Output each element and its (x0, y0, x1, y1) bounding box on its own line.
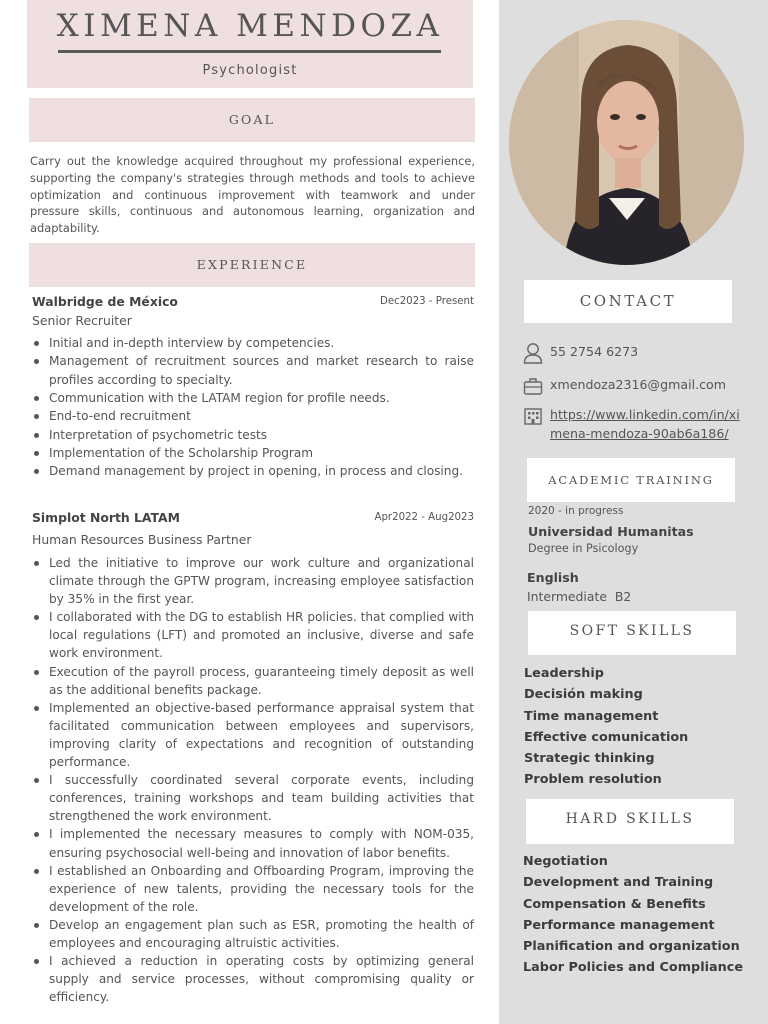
job-bullet: Develop an engagement plan such as ESR, promoting the health of employees and encouraging altruistic activities. (32, 916, 474, 952)
soft-skill-item: Effective comunication (524, 729, 689, 745)
job-bullet: Led the initiative to improve our work culture and organizational climate through the GPTW program, increasing employee satisfaction by 35% in the first year. (32, 554, 474, 608)
job-dates: Dec2023 - Present (379, 296, 474, 307)
academic-period: 2020 - in progress (528, 505, 624, 517)
contact-heading: CONTACT (524, 280, 732, 323)
hard-skill-item: Planification and organization (523, 939, 740, 955)
profile-photo (509, 20, 744, 265)
hard-skill-item: Development and Training (523, 875, 714, 891)
job-bullet: I achieved a reduction in operating costs by optimizing general supply and service processes, without compromising quality or efficiency. (32, 952, 474, 1006)
soft-skill-item: Strategic thinking (524, 751, 655, 767)
contact-phone[interactable] (523, 342, 638, 364)
candidate-role: Psychologist (202, 63, 298, 78)
hard-skill-item: Negotiation (523, 854, 608, 869)
name-header (27, 0, 473, 88)
name-divider (58, 50, 441, 53)
job-bullet: Demand management by project in opening, in process and closing. (32, 462, 474, 480)
email-address: xmendoza2316@gmail.com (550, 377, 726, 392)
job-bullet: I established an Onboarding and Offboarding Program, improving the experience of new talents, providing the necessary tools for the development of the role. (32, 862, 474, 916)
language-name: English (527, 570, 579, 585)
job-bullet: Initial and in-depth interview by competencies. (32, 334, 474, 352)
candidate-name: XIMENA MENDOZA (56, 8, 444, 44)
academic-degree: Degree in Psicology (528, 542, 639, 555)
briefcase-icon (523, 375, 543, 397)
goal-heading: GOAL (29, 98, 475, 142)
job-bullet: I implemented the necessary measures to comply with NOM-035, ensuring psychosocial well-being and innovation of labor benefits. (32, 825, 474, 861)
language-level: Intermediate B2 (527, 589, 632, 604)
profile-photo-illustration (509, 20, 744, 265)
soft-skill-item: Problem resolution (524, 772, 662, 788)
job-title: Senior Recruiter (32, 313, 132, 328)
job-bullet: Execution of the payroll process, guaranteeing timely deposit as well as the additional benefits package. (32, 663, 474, 699)
soft-skills-heading: SOFT SKILLS (528, 611, 736, 655)
linkedin-link[interactable]: https://www.linkedin.com/in/ximena-mendoza-90ab6a186/ (550, 407, 740, 441)
job-title: Human Resources Business Partner (32, 532, 252, 547)
job-bullet: Communication with the LATAM region for profile needs. (32, 389, 474, 407)
job-bullet: Implemented an objective-based performance appraisal system that facilitated communication between employees and supervisors, improving clarity of expectations and recognition of outstanding performance. (32, 699, 474, 771)
job-company: Walbridge de México (32, 294, 178, 309)
job-bullet-list (32, 554, 474, 1006)
user-icon (523, 342, 543, 364)
hard-skill-item: Compensation & Benefits (523, 896, 706, 912)
job-bullet: Implementation of the Scholarship Program (32, 444, 474, 462)
job-bullet: Management of recruitment sources and market research to raise profiles according to specialty. (32, 352, 474, 389)
academic-heading: ACADEMIC TRAINING (527, 458, 735, 502)
hard-skills-list (523, 851, 743, 979)
academic-school: Universidad Humanitas (528, 524, 694, 539)
experience-heading: EXPERIENCE (29, 243, 475, 287)
job-bullet-list (32, 334, 474, 481)
job-bullet: End-to-end recruitment (32, 407, 474, 425)
job-dates: Apr2022 - Aug2023 (374, 512, 474, 523)
hard-skill-item: Labor Policies and Compliance (523, 960, 743, 976)
job-company: Simplot North LATAM (32, 510, 180, 525)
hard-skill-item: Performance management (523, 917, 715, 933)
phone-number: 55 2754 6273 (550, 344, 639, 359)
soft-skill-item: Leadership (524, 666, 604, 681)
soft-skill-item: Decisión making (524, 687, 643, 703)
building-icon (523, 405, 543, 427)
goal-text: Carry out the knowledge acquired throughout my professional experience, supporting the company's strategies through methods and tools to achieve optimization and continuous improvement with teamwork and under pressure skills, continuous and autonomous learning, organization and adaptability. (30, 154, 475, 236)
job-bullet: I collaborated with the DG to establish HR policies. that complied with local regulations (LFT) and promoted an inclusive, diverse and safe work environment. (32, 608, 474, 662)
job-bullet: Interpretation of psychometric tests (32, 426, 474, 444)
contact-email[interactable] (523, 375, 726, 397)
job-bullet: I successfully coordinated several corporate events, including conferences, training workshops and team building activities that strengthened the work environment. (32, 771, 474, 825)
soft-skills-list (524, 663, 688, 791)
contact-linkedin[interactable] (523, 405, 748, 443)
soft-skill-item: Time management (524, 708, 659, 724)
hard-skills-heading: HARD SKILLS (526, 799, 734, 844)
